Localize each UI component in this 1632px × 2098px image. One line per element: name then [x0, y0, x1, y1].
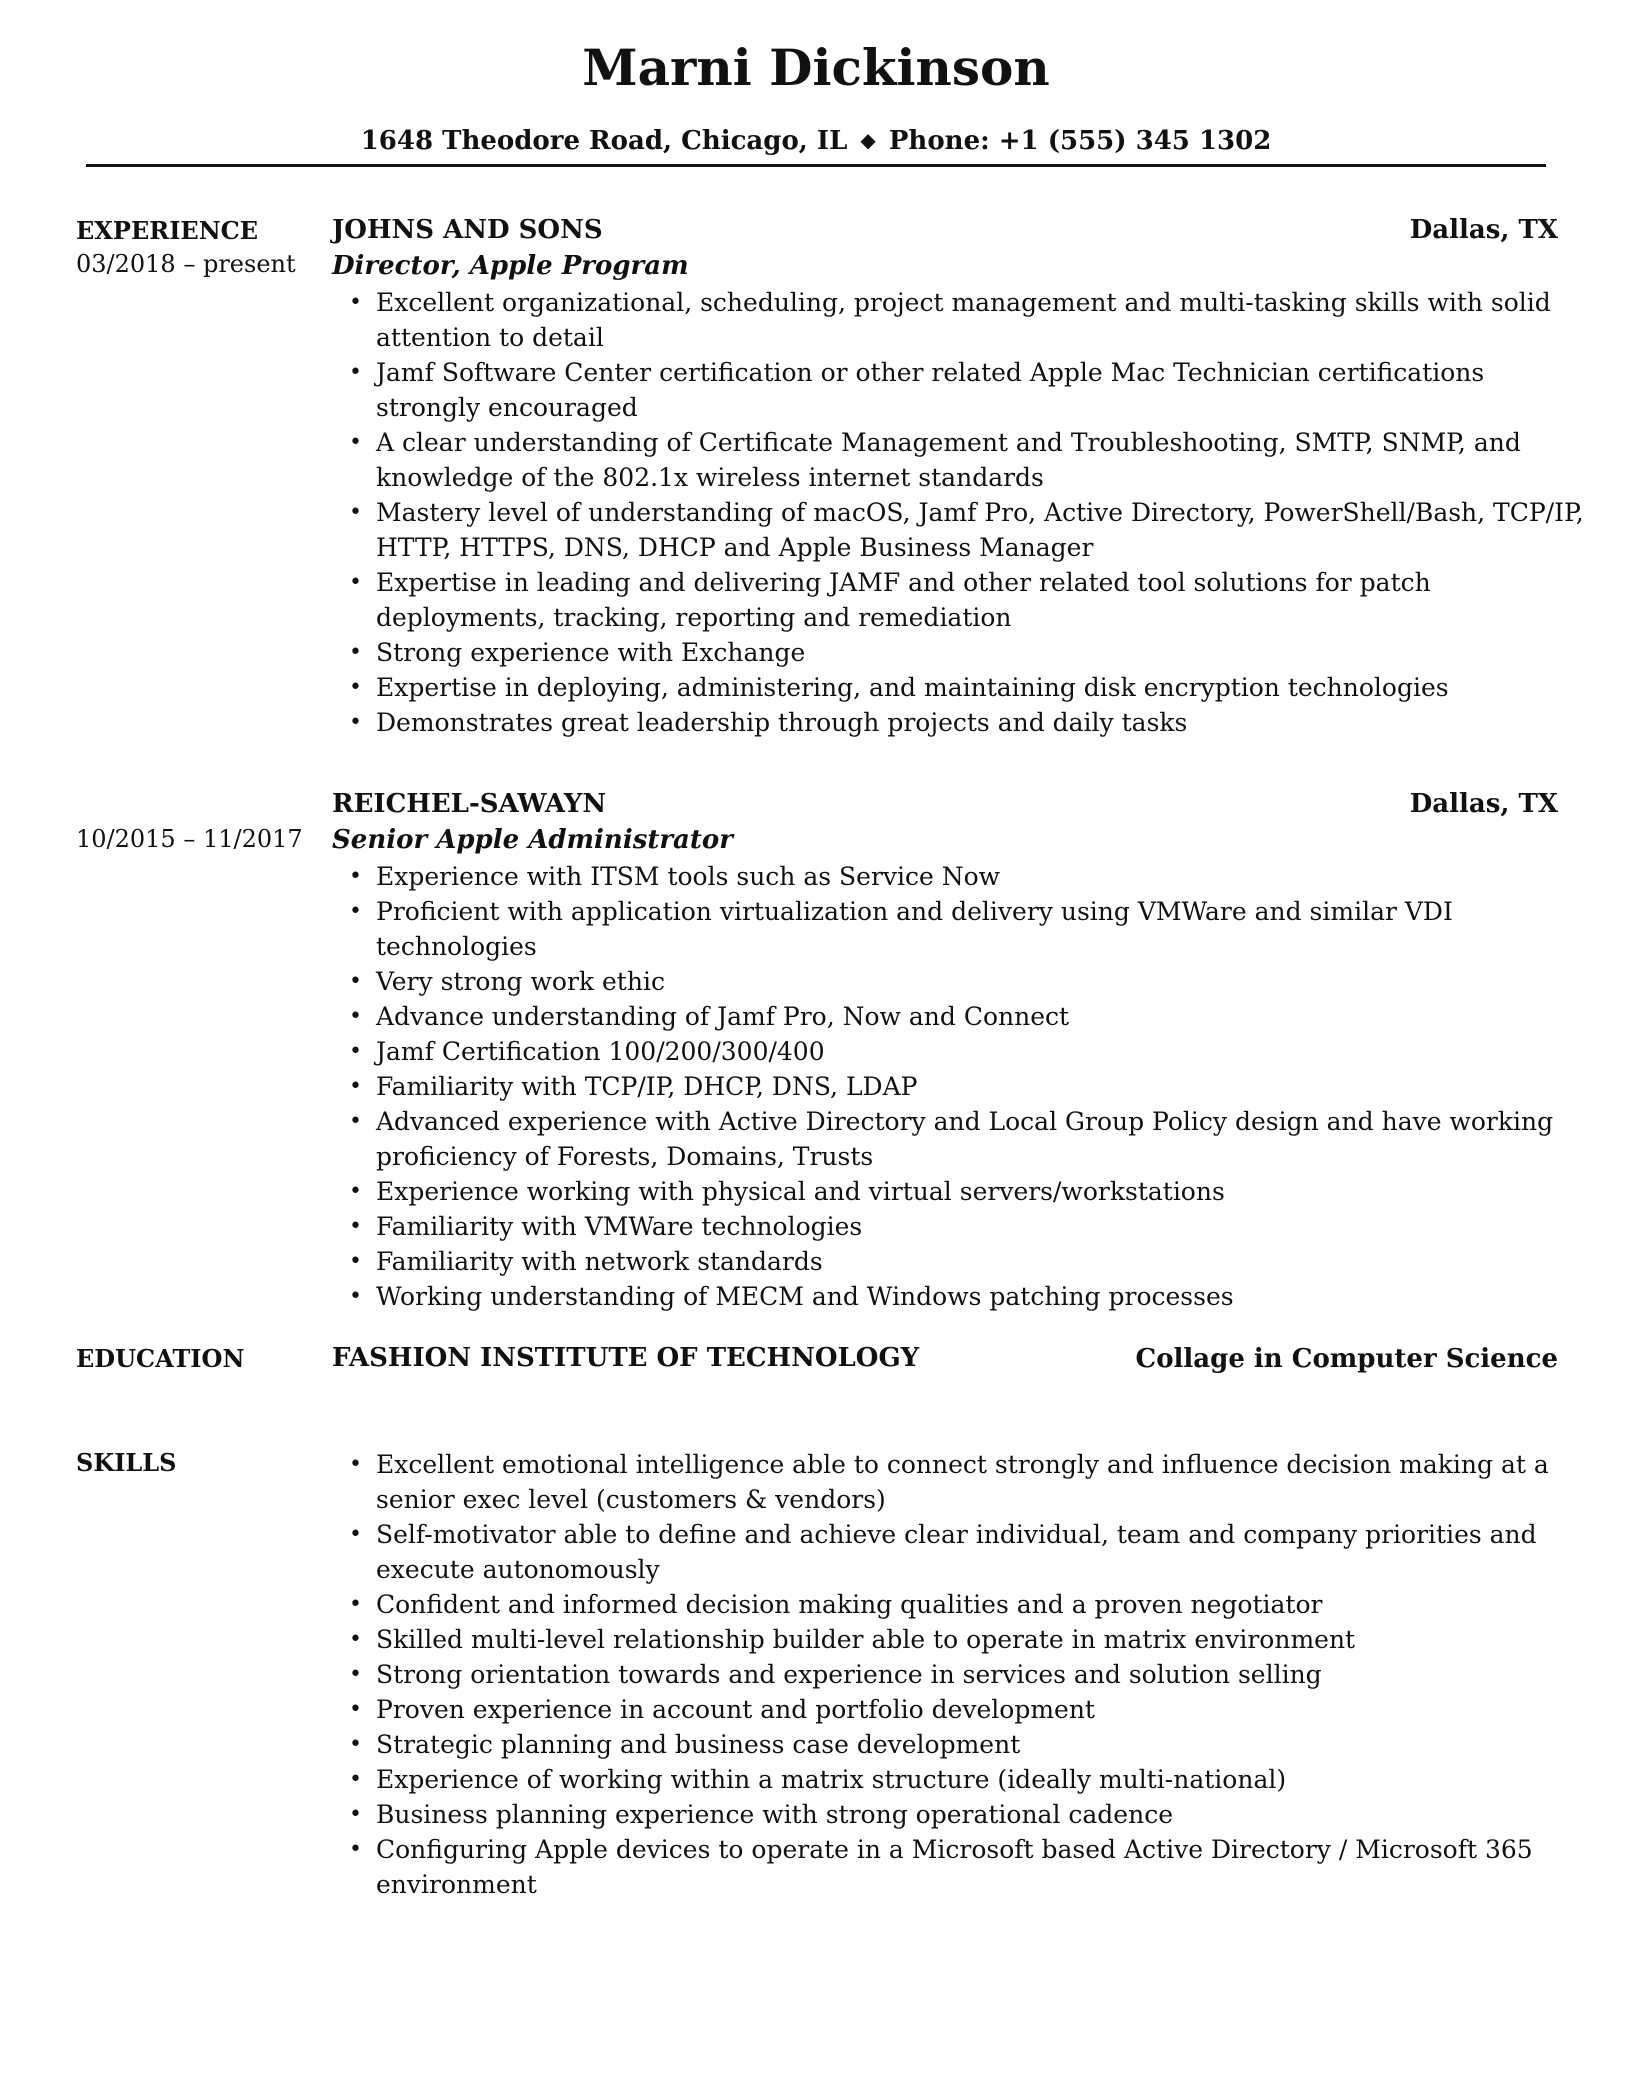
- job-bullets: [346, 859, 1586, 1314]
- job-role: Senior Apple Administrator: [332, 825, 733, 855]
- list-item: [349, 670, 1586, 705]
- bullet-icon: •: [349, 1802, 362, 1827]
- section-label-skills: SKILLS: [76, 1448, 177, 1477]
- list-item-text: Jamf Software Center certification or other related Apple Mac Technician certifications strongly encouraged: [376, 358, 1485, 422]
- list-item-text: Strategic planning and business case development: [376, 1730, 1021, 1759]
- list-item-text: Experience working with physical and virtual servers/workstations: [376, 1177, 1225, 1206]
- list-item-text: Proficient with application virtualization and delivery using VMWare and similar VDI technologies: [376, 897, 1453, 961]
- job-company: REICHEL-SAWAYN: [332, 789, 607, 819]
- list-item-text: Advanced experience with Active Directory and Local Group Policy design and have working proficiency of Forests, Domains, Trusts: [376, 1107, 1554, 1171]
- list-item-text: Demonstrates great leadership through projects and daily tasks: [376, 708, 1188, 737]
- list-item-text: Excellent emotional intelligence able to connect strongly and influence decision making at a senior exec level (customers & vendors): [376, 1450, 1549, 1514]
- list-item: [349, 894, 1586, 964]
- section-label-education: EDUCATION: [76, 1344, 245, 1373]
- list-item: [349, 999, 1586, 1034]
- job-company: JOHNS AND SONS: [332, 215, 603, 245]
- section-label-experience: EXPERIENCE: [76, 216, 259, 245]
- candidate-name: Marni Dickinson: [582, 38, 1050, 97]
- list-item-text: Familiarity with network standards: [376, 1247, 823, 1276]
- list-item-text: Expertise in leading and delivering JAMF and other related tool solutions for patch deployments, tracking, reporting and remediation: [376, 568, 1431, 632]
- bullet-icon: •: [349, 1074, 362, 1099]
- bullet-icon: •: [349, 1697, 362, 1722]
- address: 1648 Theodore Road, Chicago, IL: [360, 126, 848, 156]
- list-item: [349, 1174, 1586, 1209]
- list-item-text: Mastery level of understanding of macOS, Jamf Pro, Active Directory, PowerShell/Bash, TCP/IP, HTTP, HTTPS, DNS, DHCP and Apple Business Manager: [376, 498, 1584, 562]
- education-school: FASHION INSTITUTE OF TECHNOLOGY: [332, 1343, 920, 1373]
- list-item: [349, 859, 1586, 894]
- list-item-text: A clear understanding of Certificate Management and Troubleshooting, SMTP, SNMP, and knowledge of the 802.1x wireless internet standards: [376, 428, 1521, 492]
- list-item-text: Familiarity with VMWare technologies: [376, 1212, 863, 1241]
- bullet-icon: •: [349, 1039, 362, 1064]
- bullet-icon: •: [349, 640, 362, 665]
- list-item-text: Strong orientation towards and experience in services and solution selling: [376, 1660, 1322, 1689]
- list-item: [349, 1069, 1586, 1104]
- job-role: Director, Apple Program: [332, 251, 689, 281]
- bullet-icon: •: [349, 675, 362, 700]
- list-item-text: Self-motivator able to define and achieve clear individual, team and company priorities and execute autonomously: [376, 1520, 1537, 1584]
- job-location: Dallas, TX: [1409, 789, 1558, 819]
- bullet-icon: •: [349, 969, 362, 994]
- bullet-icon: •: [349, 1627, 362, 1652]
- bullet-icon: •: [349, 899, 362, 924]
- list-item: [349, 1447, 1586, 1517]
- bullet-icon: •: [349, 570, 362, 595]
- bullet-icon: •: [349, 1109, 362, 1134]
- bullet-icon: •: [349, 1214, 362, 1239]
- list-item-text: Strong experience with Exchange: [376, 638, 806, 667]
- list-item-text: Working understanding of MECM and Windows patching processes: [376, 1282, 1234, 1311]
- list-item: [349, 355, 1586, 425]
- list-item: [349, 1279, 1586, 1314]
- phone: Phone: +1 (555) 345 1302: [888, 126, 1272, 156]
- list-item: [349, 495, 1586, 565]
- bullet-icon: •: [349, 1592, 362, 1617]
- list-item: [349, 1104, 1586, 1174]
- bullet-icon: •: [349, 1004, 362, 1029]
- list-item-text: Excellent organizational, scheduling, project management and multi-tasking skills with solid attention to detail: [376, 288, 1551, 352]
- list-item-text: Expertise in deploying, administering, and maintaining disk encryption technologies: [376, 673, 1449, 702]
- bullet-icon: •: [349, 1179, 362, 1204]
- list-item: [349, 705, 1586, 740]
- list-item: [349, 1762, 1586, 1797]
- job-location: Dallas, TX: [1409, 215, 1558, 245]
- list-item-text: Jamf Certification 100/200/300/400: [376, 1037, 825, 1066]
- list-item-text: Business planning experience with strong operational cadence: [376, 1800, 1173, 1829]
- list-item-text: Experience of working within a matrix structure (ideally multi-national): [376, 1765, 1287, 1794]
- bullet-icon: •: [349, 1522, 362, 1547]
- list-item: [349, 285, 1586, 355]
- bullet-icon: •: [349, 1284, 362, 1309]
- list-item: [349, 1832, 1586, 1902]
- bullet-icon: •: [349, 1767, 362, 1792]
- bullet-icon: •: [349, 1837, 362, 1862]
- list-item: [349, 635, 1586, 670]
- list-item: [349, 1244, 1586, 1279]
- skills-bullets: [346, 1447, 1586, 1902]
- list-item-text: Skilled multi-level relationship builder able to operate in matrix environment: [376, 1625, 1356, 1654]
- job-dates: 03/2018 – present: [76, 250, 296, 278]
- bullet-icon: •: [349, 710, 362, 735]
- contact-line: [0, 126, 1632, 156]
- list-item-text: Experience with ITSM tools such as Service Now: [376, 862, 1001, 891]
- list-item-text: Confident and informed decision making qualities and a proven negotiator: [376, 1590, 1323, 1619]
- list-item: [349, 1209, 1586, 1244]
- list-item: [349, 1797, 1586, 1832]
- bullet-icon: •: [349, 430, 362, 455]
- bullet-icon: •: [349, 1732, 362, 1757]
- list-item: [349, 1622, 1586, 1657]
- bullet-icon: •: [349, 500, 362, 525]
- bullet-icon: •: [349, 1249, 362, 1274]
- list-item: [349, 1727, 1586, 1762]
- bullet-icon: •: [349, 864, 362, 889]
- education-degree: Collage in Computer Science: [1135, 1344, 1558, 1374]
- list-item: [349, 1657, 1586, 1692]
- list-item-text: Configuring Apple devices to operate in a Microsoft based Active Directory / Microsoft 365 environment: [376, 1835, 1533, 1899]
- list-item-text: Familiarity with TCP/IP, DHCP, DNS, LDAP: [376, 1072, 918, 1101]
- list-item: [349, 425, 1586, 495]
- list-item: [349, 1587, 1586, 1622]
- bullet-icon: •: [349, 1662, 362, 1687]
- header-divider: [86, 164, 1546, 167]
- list-item: [349, 1034, 1586, 1069]
- list-item: [349, 964, 1586, 999]
- list-item-text: Advance understanding of Jamf Pro, Now and Connect: [376, 1002, 1070, 1031]
- list-item-text: Very strong work ethic: [376, 967, 665, 996]
- list-item: [349, 1517, 1586, 1587]
- job-bullets: [346, 285, 1586, 740]
- diamond-separator-icon: ◆: [860, 128, 876, 152]
- bullet-icon: •: [349, 290, 362, 315]
- list-item: [349, 1692, 1586, 1727]
- job-dates: 10/2015 – 11/2017: [76, 825, 303, 853]
- bullet-icon: •: [349, 360, 362, 385]
- bullet-icon: •: [349, 1452, 362, 1477]
- list-item: [349, 565, 1586, 635]
- list-item-text: Proven experience in account and portfolio development: [376, 1695, 1095, 1724]
